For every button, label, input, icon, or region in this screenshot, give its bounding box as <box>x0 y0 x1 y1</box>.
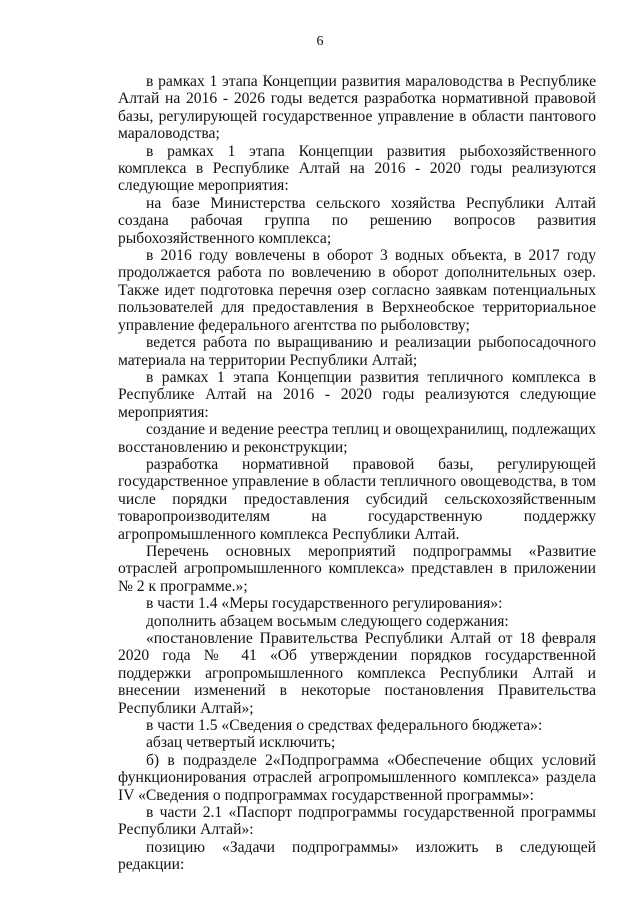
paragraph-13: в части 1.5 «Сведения о средствах федерального бюджета»: <box>146 717 543 735</box>
paragraph-2: в рамках 1 этапа Концепции развития рыбохозяйственного комплекса в Республике Алтай на 2016 - 2020 годы реализуются следующие мероприятия: <box>118 142 596 195</box>
paragraph-1: в рамках 1 этапа Концепции развития мараловодства в Республике Алтай на 2016 - 2026 годы ведется разработка нормативной правовой базы, регулирующей государственное управление в области пантового мараловодства; <box>118 73 596 143</box>
paragraph-15: б) в подразделе 2«Подпрограмма «Обеспечение общих условий функционирования отраслей агропромышленного комплекса» раздела IV «Сведения о подпрограммах государственной программы»: <box>118 751 596 804</box>
paragraph-5: ведется работа по выращиванию и реализации рыбопосадочного материала на территории Республики Алтай; <box>118 334 596 369</box>
paragraph-12: «постановление Правительства Республики Алтай от 18 февраля 2020 года № 41 «Об утверждении порядков государственной поддержки агропромышленного комплекса Республики Алтай и внесении изменений в некоторые постановления Правительства Республики Алтай»; <box>118 630 596 717</box>
paragraph-16: в части 2.1 «Паспорт подпрограммы государственной программы Республики Алтай»: <box>118 804 596 839</box>
page-number: 6 <box>316 34 324 49</box>
paragraph-4: в 2016 году вовлечены в оборот 3 водных объекта, в 2017 году продолжается работа по вовлечению в оборот дополнительных озер. Также идет подготовка перечня озер согласно заявкам потенциальных пользователей для предоставления в Верхнеобское территориальное управление федерального агентства по рыболовству; <box>118 247 596 334</box>
document-body <box>118 73 596 874</box>
paragraph-14: абзац четвертый исключить; <box>146 734 336 752</box>
paragraph-17: позицию «Задачи подпрограммы» изложить в следующей редакции: <box>118 838 596 874</box>
paragraph-8: разработка нормативной правовой базы, регулирующей государственное управление в области тепличного овощеводства, в том числе порядки предоставления субсидий сельскохозяйственным товаропроизводителям на государственную поддержку агропромышленного комплекса Республики Алтай. <box>118 455 596 543</box>
paragraph-11: дополнить абзацем восьмым следующего содержания: <box>146 612 509 630</box>
paragraph-6: в рамках 1 этапа Концепции развития тепличного комплекса в Республике Алтай на 2016 - 2020 годы реализуются следующие мероприятия: <box>118 368 596 421</box>
paragraph-9: Перечень основных мероприятий подпрограммы «Развитие отраслей агропромышленного комплекса» представлен в приложении № 2 к программе.»; <box>118 542 596 595</box>
paragraph-10: в части 1.4 «Меры государственного регулирования»: <box>146 595 503 613</box>
paragraph-7: создание и ведение реестра теплиц и овощехранилищ, подлежащих восстановлению и реконструкции; <box>118 421 596 456</box>
paragraph-3: на базе Министерства сельского хозяйства Республики Алтай создана рабочая группа по решению вопросов развития рыбохозяйственного комплекса; <box>118 194 596 247</box>
